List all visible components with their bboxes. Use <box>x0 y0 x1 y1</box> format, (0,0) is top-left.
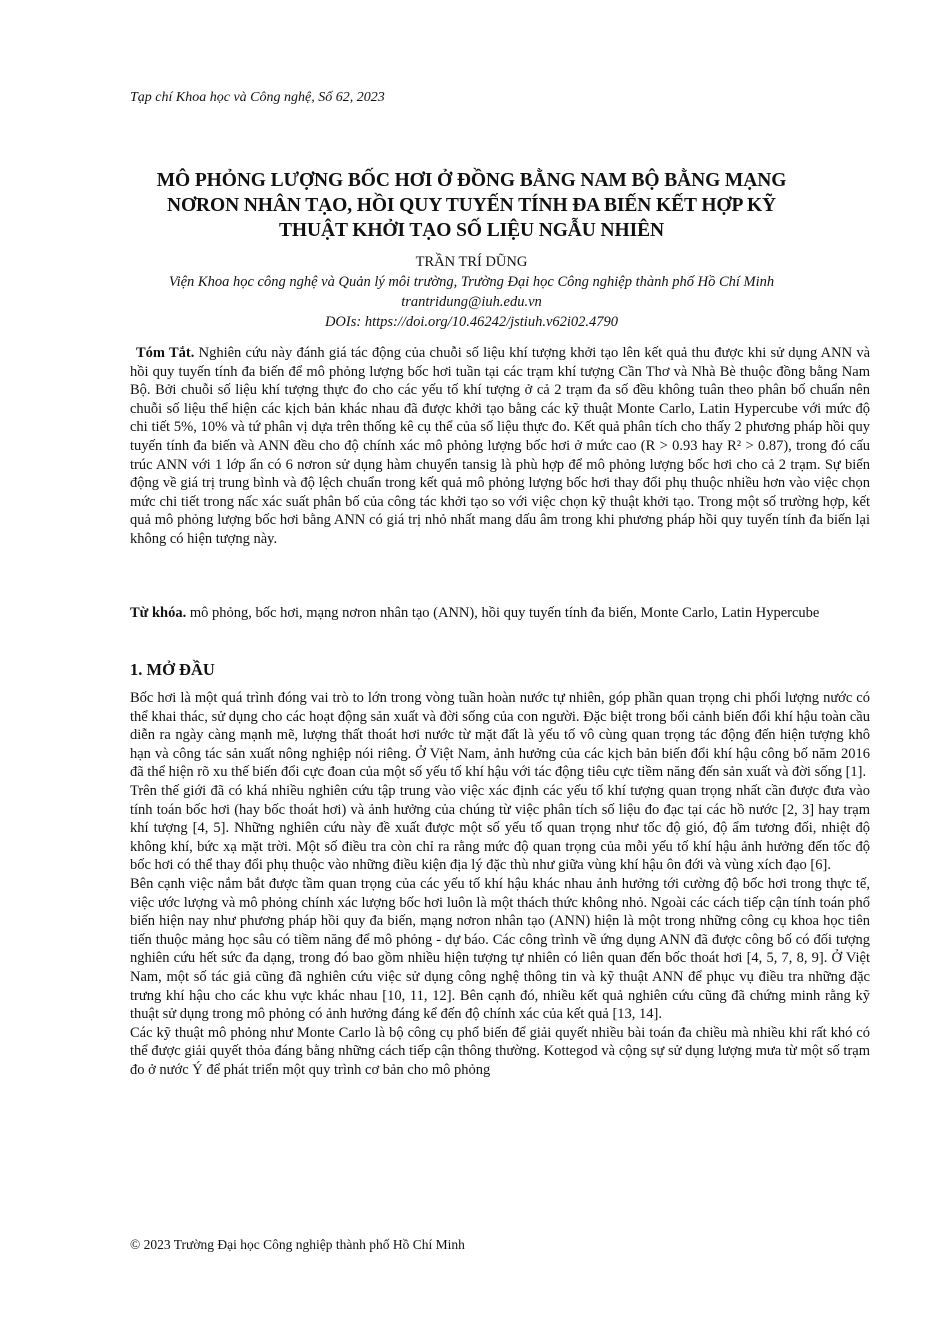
abstract-text: Nghiên cứu này đánh giá tác động của chuỗi số liệu khí tượng khởi tạo lên kết quả thu được khi sử dụng ANN và hồi quy tuyến tính đa biến để mô phỏng lượng bốc hơi tuần tại các trạm khí tượng Cần Thơ và Nhà Bè thuộc đồng bằng Nam Bộ. Bởi chuỗi số liệu khí tượng thực đo cho các yếu tố khí tượng ở cả 2 trạm đa số đều không tuân theo phân bố chuẩn nên chuỗi số liệu thể hiện các kịch bản khác nhau đã được khởi tạo bằng các kỹ thuật Monte Carlo, Latin Hypercube với mức độ chi tiết 5%, 10% và tứ phân vị dựa trên thống kê cụ thể của số liệu thực đo. Kết quả phân tích cho thấy 2 phương pháp hồi quy tuyến tính đa biến và ANN đều cho độ chính xác mô phỏng lượng bốc hơi ở mức cao (R > 0.93 hay R² > 0.87), trong đó cấu trúc ANN với 1 lớp ẩn có 6 nơron sử dụng hàm chuyển tansig là phù hợp để mô phỏng lượng bốc hơi cho cả 2 trạm. Sự biến động về giá trị trung bình và độ lệch chuẩn trong kết quả mô phỏng lượng bốc hơi thay đổi phụ thuộc nhiều hơn vào việc chọn mức chi tiết trong nấc xác suất phân bố của công tác khởi tạo so với việc chọn kỹ thuật khởi tạo. Trong một số trường hợp, kết quả mô phỏng lượng bốc hơi bằng ANN có giá trị nhỏ nhất mang dấu âm trong khi phương pháp hồi quy tuyến tính đa biến lại không có hiện tượng này. <box>130 345 871 547</box>
copyright-footer: © 2023 Trường Đại học Công nghiệp thành phố Hồ Chí Minh <box>130 1237 465 1252</box>
paragraph: Bên cạnh việc nắm bắt được tầm quan trọng của các yếu tố khí hậu khác nhau ảnh hưởng tới cường độ bốc hơi trong thực tế, việc ước lượng và mô phỏng chính xác lượng bốc hơi luôn là một thách thức không nhỏ. Ngoài các cách tiếp cận tính toán phổ biến hiện nay như phương pháp hồi quy đa biến, mạng nơron nhân tạo (ANN) hiện là một trong những công cụ khoa học tiên tiến thuộc mảng học sâu có tiềm năng để mô phỏng - dự báo. Các công trình về ứng dụng ANN đã được công bố có đối tượng nghiên cứu hết sức đa dạng, trong đó bao gồm nhiều hiện tượng tự nhiên có liên quan đến bốc thoát hơi [4, 5, 7, 8, 9]. Ở Việt Nam, một số tác giả cũng đã nghiên cứu việc sử dụng công nghệ thông tin và kỹ thuật ANN để phục vụ điều tra những đặc trưng khí hậu cho các khu vực khác nhau [10, 11, 12]. Bên cạnh đó, nhiều kết quả nghiên cứu cũng đã chứng minh rằng kỹ thuật sử dụng trong mô phỏng có ảnh hưởng đáng kể đến độ chính xác của kết quả [13, 14]. <box>130 875 870 1023</box>
keywords <box>130 604 870 623</box>
section-heading: 1. MỞ ĐẦU <box>130 660 215 679</box>
keywords-text: mô phỏng, bốc hơi, mạng nơron nhân tạo (ANN), hồi quy tuyến tính đa biến, Monte Carlo, Latin Hypercube <box>189 605 820 621</box>
journal-header: Tạp chí Khoa học và Công nghệ, Số 62, 2023 <box>130 90 385 105</box>
paragraph: Trên thế giới đã có khá nhiều nghiên cứu tập trung vào việc xác định các yếu tố khí tượng quan trọng nhất cần được đưa vào tính toán bốc hơi (hay bốc thoát hơi) và ảnh hưởng của chúng từ việc phân tích số liệu đo đạc tại các hồ nước [2, 3] hay trạm khí tượng [4, 5]. Những nghiên cứu này đề xuất được một số yếu tố quan trọng như tốc độ gió, độ ẩm tương đối, nhiệt độ không khí, bức xạ mặt trời. Một số điều tra còn chỉ ra rằng mức độ quan trọng của mỗi yếu tố khí hậu ảnh hưởng đến tốc độ bốc hơi có thể thay đổi phụ thuộc vào những điều kiện địa lý đặc thù như giữa vùng khí hậu ôn đới và vùng xích đạo [6]. <box>130 782 870 874</box>
title-line-1: MÔ PHỎNG LƯỢNG BỐC HƠI Ở ĐỒNG BẰNG NAM BỘ BẰNG MẠNG <box>156 170 787 191</box>
paragraph: Các kỹ thuật mô phỏng như Monte Carlo là bộ công cụ phổ biến để giải quyết nhiều bài toán đa chiều mà nhiều khi rất khó có thể được giải quyết thỏa đáng bằng những cách tiếp cận thông thường. Kottegod và cộng sự sử dụng lượng mưa từ một số trạm đo ở nước Ý để phát triển một quy trình cơ bản cho mô phỏng <box>130 1024 870 1078</box>
title-line-2: NƠRON NHÂN TẠO, HỒI QUY TUYẾN TÍNH ĐA BIẾN KẾT HỢP KỸ <box>166 195 777 216</box>
section-body <box>130 689 870 1079</box>
paper-title <box>100 168 843 243</box>
abstract-label: Tóm Tắt. <box>136 345 195 361</box>
doi-link[interactable]: DOIs: https://doi.org/10.46242/jstiuh.v62i02.4790 <box>324 314 619 330</box>
author-email: trantridung@iuh.edu.vn <box>401 294 542 310</box>
title-line-3: THUẬT KHỞI TẠO SỐ LIỆU NGẪU NHIÊN <box>279 220 664 241</box>
keywords-label: Từ khóa. <box>130 605 187 621</box>
author-affiliation: Viện Khoa học công nghệ và Quản lý môi trường, Trường Đại học Công nghiệp thành phố Hồ Chí Minh <box>168 274 775 290</box>
paragraph: Bốc hơi là một quá trình đóng vai trò to lớn trong vòng tuần hoàn nước tự nhiên, góp phần quan trọng chi phối lượng nước có thể khai thác, sử dụng cho các hoạt động sản xuất và đời sống của con người. Đặc biệt trong bối cảnh biến đổi khí hậu toàn cầu diễn ra ngày càng mạnh mẽ, lượng thất thoát hơi nước từ mặt đất là yếu tố vô cùng quan trọng tác động đến hiện tượng khô hạn và công tác sản xuất nông nghiệp nói riêng. Ở Việt Nam, ảnh hưởng của các kịch bản biến đổi khí hậu công bố năm 2016 đã thể hiện rõ xu thế biến đổi cực đoan của một số yếu tố khí hậu với tác động tiêu cực tiềm năng đến sản xuất và đời sống [1]. <box>130 690 870 781</box>
author-block <box>100 252 843 332</box>
author-name: TRẦN TRÍ DŨNG <box>415 254 528 270</box>
abstract <box>130 344 870 549</box>
